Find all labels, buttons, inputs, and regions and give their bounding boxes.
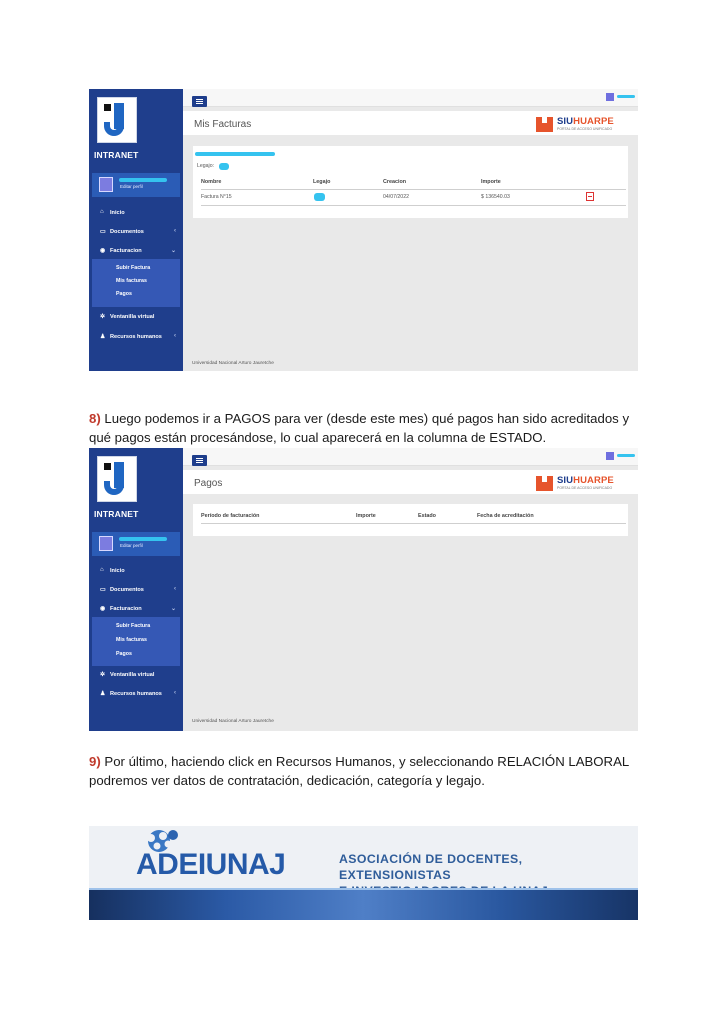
pdf-icon[interactable] [586,192,594,201]
col-header-periodo: Período de facturación [201,513,260,519]
sidebar-item-label: Inicio [110,210,125,216]
sidebar-item-facturacion[interactable] [89,244,183,258]
siu-huarpe-wordmark: SIUHUARPE [557,475,614,486]
sidebar-item-label: Ventanilla virtual [110,314,155,320]
paragraph-8 [89,410,649,447]
user-icon: ♟ [100,334,106,340]
footer-text: Universidad Nacional Arturo Jauretche [192,719,274,724]
intranet-label: INTRANET [94,509,139,519]
siu-logo-icon [536,117,553,132]
sidebar-item-inicio[interactable] [89,564,183,578]
user-panel[interactable] [92,173,180,197]
avatar [99,177,113,192]
legajo-label: Legajo: [197,163,215,169]
redacted-legajo [314,193,325,201]
sidebar-item-label: Facturacion [110,248,142,254]
globe-icon: ◉ [100,606,106,612]
paragraph-text: Luego podemos ir a PAGOS para ver (desde este mes) qué pagos han sido acreditados y qué pagos están procesándose, lo cual aparecerá en la columna de ESTADO. [89,411,630,445]
redacted-username [617,95,635,98]
pagos-screenshot [89,448,638,731]
col-header-importe: Importe [481,179,501,185]
cell-creacion: 04/07/2022 [383,194,409,200]
cell-importe: $ 136540.03 [481,194,510,200]
chevron-down-icon: ⌄ [170,606,176,612]
folder-icon: ▭ [100,587,106,593]
subnav-pagos[interactable]: Pagos [116,651,132,657]
step-number: 9) [89,754,101,769]
sidebar-item-label: Facturacion [110,606,142,612]
top-bar [183,89,638,107]
chevron-left-icon: ‹ [174,586,176,592]
table-divider [201,205,626,206]
page-title: Mis Facturas [194,119,252,130]
sidebar-item-recursos-humanos[interactable] [89,687,183,701]
facturacion-submenu [92,259,180,307]
redacted-username [617,454,635,457]
redacted-name [195,152,275,156]
table-divider [201,523,626,524]
intranet-logo [97,97,137,143]
subnav-pagos[interactable]: Pagos [116,291,132,297]
sidebar-item-label: Inicio [110,568,125,574]
col-header-fecha-acreditacion: Fecha de acreditación [477,513,534,519]
col-header-creacion: Creacion [383,179,407,185]
siu-logo-icon [536,476,553,491]
siu-subtitle: PORTAL DE ACCESO UNIFICADO [557,127,613,131]
gear-icon: ✲ [100,672,106,678]
redacted-username [119,178,167,182]
paragraph-text: Por último, haciendo click en Recursos Humanos, y seleccionando RELACIÓN LABORAL podremos ver datos de contratación, dedicación, categoría y legajo. [89,754,629,788]
chevron-left-icon: ‹ [174,690,176,696]
sidebar [89,89,183,371]
subnav-subir-factura[interactable]: Subir Factura [116,265,151,271]
adeiunaj-banner [89,826,638,920]
page-title: Pagos [194,478,223,489]
siu-huarpe-wordmark: SIUHUARPE [557,116,614,127]
siu-huarpe-logo [536,474,622,492]
sidebar-item-label: Recursos humanos [110,691,162,697]
siu-huarpe-logo [536,115,622,133]
facturacion-submenu [92,617,180,666]
sidebar-item-label: Documentos [110,229,144,235]
chevron-down-icon: ⌄ [170,248,176,254]
home-icon: ⌂ [100,567,104,573]
sidebar-item-ventanilla[interactable] [89,668,183,682]
sidebar-item-recursos-humanos[interactable] [89,330,183,344]
chevron-left-icon: ‹ [174,228,176,234]
intranet-label: INTRANET [94,150,139,160]
page-header [183,111,638,135]
subnav-mis-facturas[interactable]: Mis facturas [116,278,147,284]
user-icon[interactable] [606,93,614,101]
user-icon: ♟ [100,691,106,697]
step-number: 8) [89,411,101,426]
cell-nombre: Factura N°15 [201,194,232,200]
menu-toggle-button[interactable] [192,455,207,466]
adeiunaj-tagline: ASOCIACIÓN DE DOCENTES, EXTENSIONISTAS [339,852,523,882]
top-bar [183,448,638,466]
user-icon[interactable] [606,452,614,460]
sidebar-item-label: Documentos [110,587,144,593]
user-panel[interactable] [92,532,180,556]
subnav-mis-facturas[interactable]: Mis facturas [116,637,147,643]
sidebar-item-ventanilla[interactable] [89,310,183,324]
redacted-legajo [219,163,229,170]
subnav-subir-factura[interactable]: Subir Factura [116,623,151,629]
adeiunaj-name: ADEIUNAJ [136,848,286,881]
sidebar-item-label: Ventanilla virtual [110,672,155,678]
sidebar-item-label: Recursos humanos [110,334,162,340]
sidebar-item-inicio[interactable] [89,206,183,220]
edit-profile-link[interactable]: Editar perfil [120,543,143,548]
col-header-estado: Estado [418,513,436,519]
redacted-username [119,537,167,541]
table-divider [201,189,626,190]
sidebar-item-facturacion[interactable] [89,602,183,616]
siu-subtitle: PORTAL DE ACCESO UNIFICADO [557,486,613,490]
banner-photo-strip [89,888,638,920]
sidebar-item-documentos[interactable] [89,583,183,597]
gear-icon: ✲ [100,314,106,320]
globe-icon: ◉ [100,248,106,254]
facturas-panel [193,146,628,218]
paragraph-9 [89,753,649,790]
intranet-logo [97,456,137,502]
home-icon: ⌂ [100,209,104,215]
pagos-panel [193,504,628,536]
col-header-importe: Importe [356,513,376,519]
sidebar [89,448,183,731]
footer-text: Universidad Nacional Arturo Jauretche [192,361,274,366]
folder-icon: ▭ [100,229,106,235]
page-header [183,470,638,494]
edit-profile-link[interactable]: Editar perfil [120,184,143,189]
menu-toggle-button[interactable] [192,96,207,107]
mis-facturas-screenshot [89,89,638,371]
chevron-left-icon: ‹ [174,333,176,339]
sidebar-item-documentos[interactable] [89,225,183,239]
avatar [99,536,113,551]
col-header-nombre: Nombre [201,179,222,185]
col-header-legajo: Legajo [313,179,331,185]
